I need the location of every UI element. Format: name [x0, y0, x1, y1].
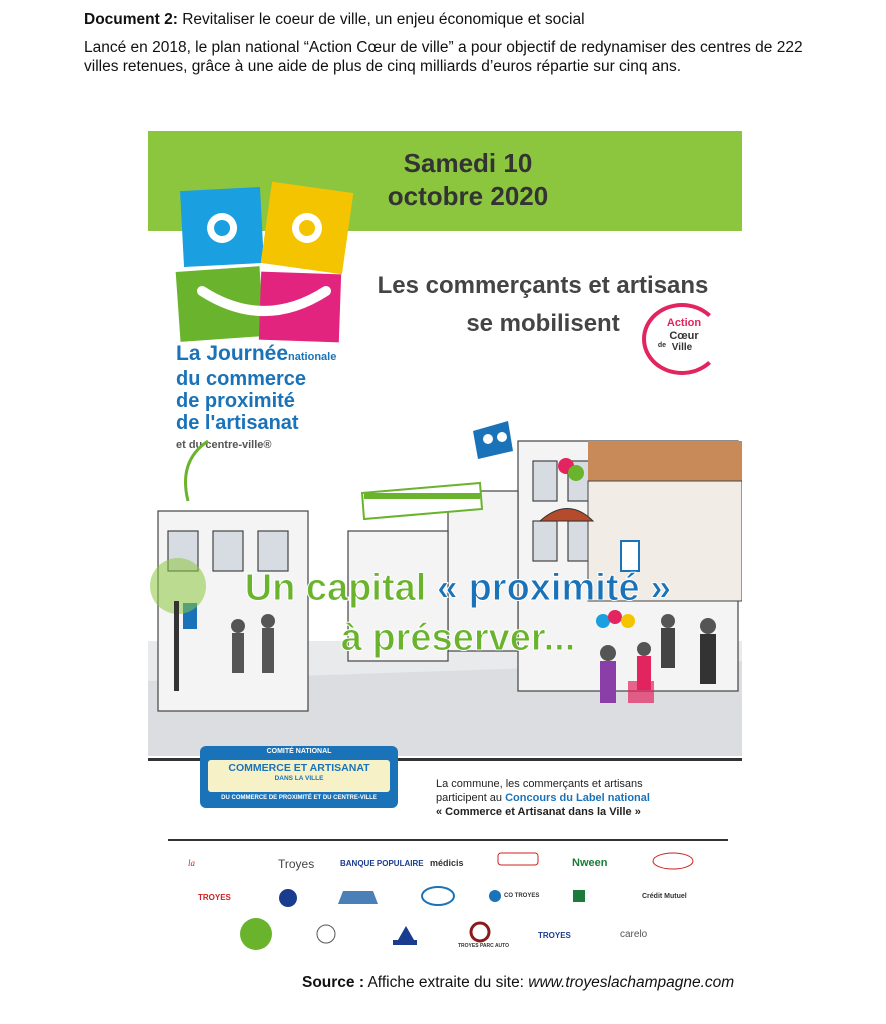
document-header	[84, 10, 804, 76]
concours-line-3: « Commerce et Artisanat dans la Ville »	[436, 806, 641, 818]
sponsor-troyes-2: TROYES	[198, 893, 231, 902]
document-intro: Lancé en 2018, le plan national “Action Cœur de ville” a pour objectif de redynamiser des centres de 222 villes retenues, grâce à une aide de plus de cinq milliards d’euros répartie sur cinq ans.	[84, 39, 803, 75]
sponsor-troyes-1: Troyes	[278, 857, 315, 871]
slogan-part-2: « proximité »	[436, 567, 672, 609]
journee-line-4: de l'artisanat	[176, 412, 299, 434]
source-label: Source :	[302, 974, 365, 991]
slogan-part-1: Un capital	[244, 567, 427, 609]
logo-eye-left-icon	[206, 212, 238, 244]
date-line-1: Samedi 10	[403, 148, 533, 178]
sponsor-co-troyes: CO TROYES	[504, 893, 540, 899]
comite-bottom: DU COMMERCE DE PROXIMITÉ ET DU CENTRE-VILLE	[221, 795, 377, 801]
journee-la: La	[176, 342, 207, 365]
logo-square-yellow	[261, 182, 354, 275]
comite-top: COMITÉ NATIONAL	[266, 748, 332, 755]
journee-logo	[178, 181, 348, 341]
document-title: Revitaliser le coeur de ville, un enjeu économique et social	[182, 11, 585, 28]
comite-main-1: COMMERCE ET ARTISANAT	[228, 762, 370, 774]
sponsors-divider	[168, 839, 728, 841]
action-logo-line-4: Ville	[671, 342, 693, 353]
action-logo-line-2: Cœur	[669, 330, 699, 342]
journee-word: Journée	[206, 342, 289, 365]
comite-national-logo	[200, 746, 398, 808]
action-coeur-de-ville-logo	[642, 303, 724, 373]
event-date	[348, 147, 588, 213]
headline-line-2: se mobilisent	[466, 310, 620, 337]
journee-line-2: du commerce	[176, 368, 307, 390]
concours-line-2b: Concours du Label national	[505, 792, 650, 804]
sponsor-troyes-3: TROYES	[538, 931, 571, 940]
journee-line-5: et du centre-ville®	[176, 439, 272, 451]
logo-smile-icon	[194, 285, 334, 325]
source-url: www.troyeslachampagne.com	[528, 974, 735, 991]
source-line	[302, 973, 734, 992]
document-title-line	[84, 10, 804, 29]
logo-eye-right-icon	[290, 211, 324, 245]
concours-line-1: La commune, les commerçants et artisans	[436, 778, 643, 790]
svg-text:la: la	[188, 858, 196, 868]
headline-line-1: Les commerçants et artisans	[377, 272, 709, 299]
slogan-line-2: à préserver...	[340, 617, 576, 659]
sponsor-nween: Nween	[572, 857, 608, 869]
slogan	[188, 563, 728, 663]
sponsor-medicis: médicis	[430, 858, 464, 868]
sponsor-banque-populaire: BANQUE POPULAIRE	[340, 859, 424, 868]
concours-text	[436, 777, 726, 819]
concours-line-2a: participent au	[436, 792, 506, 804]
source-text: Affiche extraite du site:	[367, 974, 529, 991]
journee-line-3: de proximité	[176, 390, 295, 412]
sponsor-logo-marks	[148, 846, 742, 956]
action-logo-line-3: de	[657, 342, 667, 349]
sponsor-credit-mutuel: Crédit Mutuel	[642, 893, 687, 900]
slogan-line-1	[188, 563, 728, 613]
comite-main-2: DANS LA VILLE	[274, 775, 324, 782]
journee-nationale: nationale	[288, 351, 337, 363]
sponsor-troyes-parc-auto: TROYES PARC AUTO	[458, 943, 510, 949]
action-logo-line-1: Action	[666, 317, 702, 329]
date-line-2: octobre 2020	[387, 181, 549, 211]
document-label: Document 2:	[84, 11, 178, 28]
logo-square-blue	[180, 187, 264, 267]
sponsor-carelo: carelo	[620, 929, 648, 940]
poster	[148, 131, 742, 956]
